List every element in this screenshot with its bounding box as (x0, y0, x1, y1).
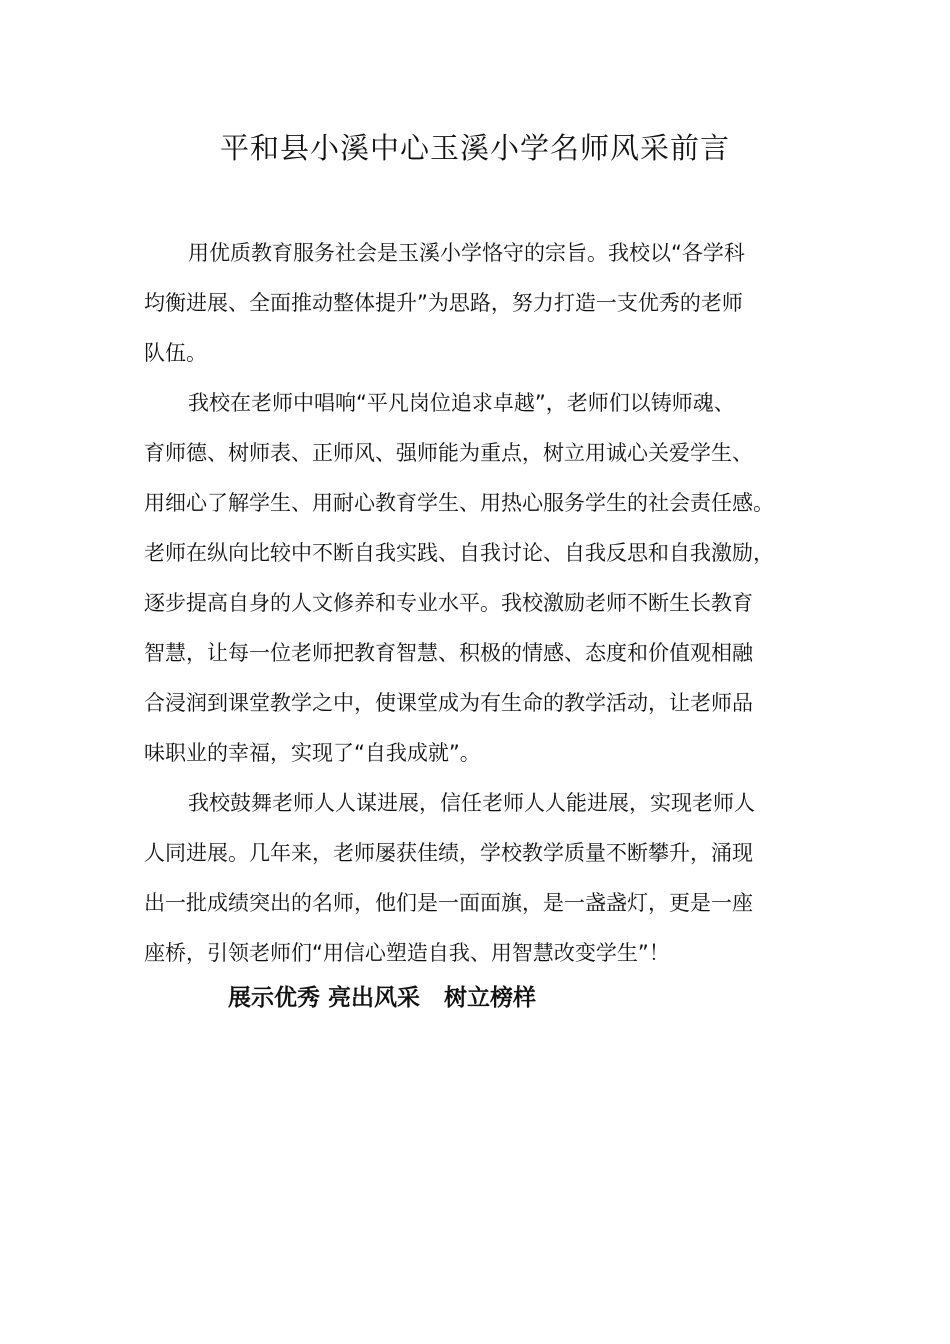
text-line: 老师在纵向比较中不断自我实践、自我讨论、自我反思和自我激励， (144, 541, 774, 565)
text-line: 我校在老师中唱响“平凡岗位追求卓越”，老师们以铸师魂、 (188, 391, 735, 415)
text-line: 人同进展。几年来，老师屡获佳绩，学校教学质量不断攀升，涌现 (144, 841, 753, 865)
text-line: 合浸润到课堂教学之中，使课堂成为有生命的教学活动，让老师品 (144, 691, 753, 715)
paragraph-3 (144, 778, 810, 978)
text-line: 队伍。 (144, 341, 207, 365)
text-line: 智慧，让每一位老师把教育智慧、积极的情感、态度和价值观相融 (144, 641, 753, 665)
paragraph-2 (144, 378, 810, 778)
paragraph-1 (144, 228, 810, 378)
text-line: 味职业的幸福，实现了“自我成就”。 (144, 741, 481, 765)
text-line: 均衡进展、全面推动整体提升”为思路，努力打造一支优秀的老师 (144, 291, 743, 315)
slogan: 展示优秀 亮出风采 树立榜样 (228, 984, 537, 1011)
text-line: 座桥，引领老师们“用信心塑造自我、用智慧改变学生”！ (144, 941, 670, 965)
text-line: 育师德、树师表、正师风、强师能为重点，树立用诚心关爱学生、 (144, 441, 753, 465)
text-line: 用细心了解学生、用耐心教育学生、用热心服务学生的社会责任感。 (144, 491, 774, 515)
text-line: 用优质教育服务社会是玉溪小学恪守的宗旨。我校以“各学科 (188, 241, 745, 265)
page-title: 平和县小溪中心玉溪小学名师风采前言 (219, 131, 730, 165)
text-line: 我校鼓舞老师人人谋进展，信任老师人人能进展，实现老师人 (188, 791, 755, 815)
text-line: 逐步提高自身的人文修养和专业水平。我校激励老师不断生长教育 (144, 591, 753, 615)
text-line: 出一批成绩突出的名师，他们是一面面旗，是一盏盏灯，更是一座 (144, 891, 753, 915)
document-body (144, 228, 810, 978)
